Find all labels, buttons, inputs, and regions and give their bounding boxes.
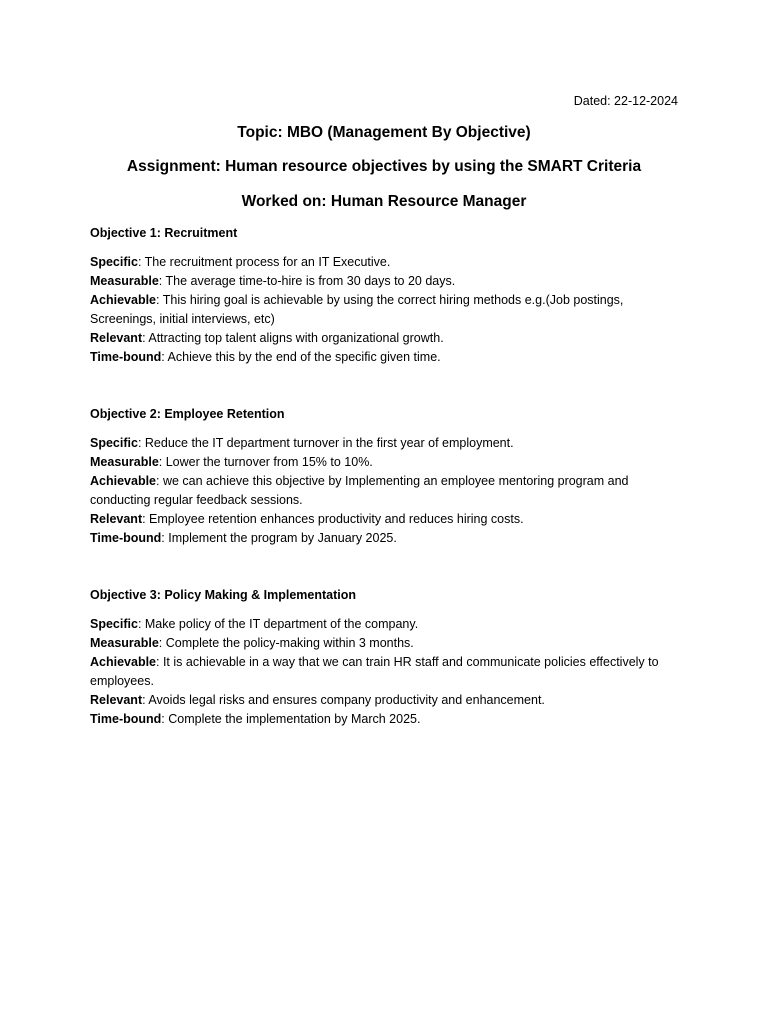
criterion-measurable (90, 634, 680, 653)
date-line: Dated: 22-12-2024 (573, 94, 678, 108)
criterion-specific (90, 253, 680, 272)
criterion-measurable (90, 453, 680, 472)
criterion-achievable (90, 653, 680, 691)
criterion-time-bound (90, 348, 680, 367)
criterion-key: Achievable (90, 655, 157, 669)
criterion-relevant (90, 691, 680, 710)
criterion-key: Measurable (90, 455, 159, 469)
criterion-key: Achievable (90, 293, 157, 307)
criterion-time-bound (90, 529, 680, 548)
criterion-text: : Reduce the IT department turnover in the first year of employment. (137, 436, 514, 450)
criterion-relevant (90, 510, 680, 529)
criterion-key: Time-bound (90, 712, 162, 726)
criterion-key: Specific (90, 255, 138, 269)
criterion-text: : Employee retention enhances productivity and reduces hiring costs. (142, 512, 524, 526)
criterion-key: Relevant (90, 693, 143, 707)
criterion-achievable (90, 472, 680, 510)
criterion-specific (90, 434, 680, 453)
topic-heading: Topic: MBO (Management By Objective) (237, 124, 531, 141)
criterion-text: : Complete the policy-making within 3 months. (158, 636, 414, 650)
criterion-time-bound (90, 710, 680, 729)
criterion-text: : Attracting top talent aligns with organizational growth. (142, 331, 444, 345)
criterion-text: : The recruitment process for an IT Executive. (137, 255, 391, 269)
objective-section (90, 405, 680, 548)
criterion-key: Time-bound (90, 531, 162, 545)
criterion-text: : we can achieve this objective by Implementing an employee mentoring program and conducting regular feedback sessions. (90, 474, 629, 507)
criterion-relevant (90, 329, 680, 348)
assignment-heading: Assignment: Human resource objectives by using the SMART Criteria (126, 158, 642, 175)
criterion-text: : It is achievable in a way that we can train HR staff and communicate policies effectively to employees. (90, 655, 659, 688)
worked-on-heading: Worked on: Human Resource Manager (241, 193, 527, 210)
criterion-key: Relevant (90, 331, 143, 345)
criterion-achievable (90, 291, 680, 329)
criterion-text: : Achieve this by the end of the specific given time. (161, 350, 441, 364)
criterion-measurable (90, 272, 680, 291)
criterion-text: : Avoids legal risks and ensures company productivity and enhancement. (142, 693, 545, 707)
objective-section (90, 586, 680, 729)
criterion-key: Relevant (90, 512, 143, 526)
criterion-specific (90, 615, 680, 634)
criterion-key: Measurable (90, 636, 159, 650)
criterion-text: : Implement the program by January 2025. (161, 531, 397, 545)
criterion-text: : Lower the turnover from 15% to 10%. (158, 455, 373, 469)
objective-section (90, 224, 680, 367)
objective-title: Objective 1: Recruitment (90, 226, 238, 240)
criterion-text: : This hiring goal is achievable by using the correct hiring methods e.g.(Job postings, Screenings, initial interviews, etc) (90, 293, 624, 326)
criterion-key: Measurable (90, 274, 159, 288)
criterion-key: Achievable (90, 474, 157, 488)
objective-title: Objective 2: Employee Retention (90, 407, 285, 421)
criterion-text: : The average time-to-hire is from 30 days to 20 days. (158, 274, 456, 288)
criterion-text: : Make policy of the IT department of the company. (137, 617, 419, 631)
criterion-text: : Complete the implementation by March 2025. (161, 712, 421, 726)
criterion-key: Specific (90, 436, 138, 450)
criterion-key: Specific (90, 617, 138, 631)
criterion-key: Time-bound (90, 350, 162, 364)
objective-title: Objective 3: Policy Making & Implementation (90, 588, 357, 602)
